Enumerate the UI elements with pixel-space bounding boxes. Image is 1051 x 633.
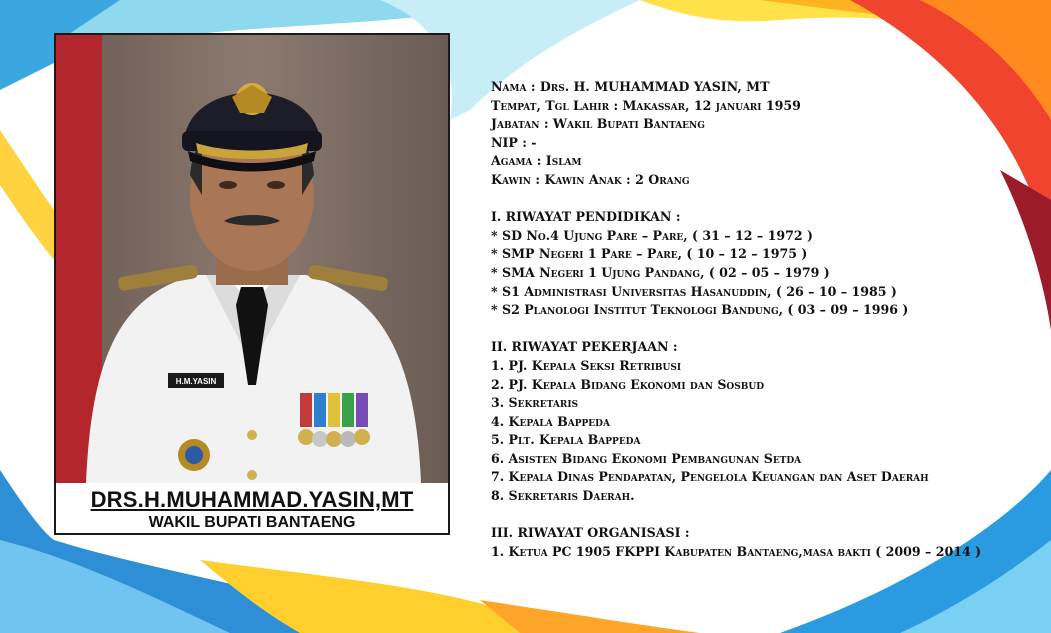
work-item: 2. PJ. Kepala Bidang Ekonomi dan Sosbud (491, 376, 765, 392)
profile-name: Nama : Drs. H. MUHAMMAD YASIN, MT (491, 79, 770, 94)
education-item: * S1 Administrasi Universitas Hasanuddin, ( 26 – 10 – 1985 ) (491, 283, 897, 299)
name-tag-text: H.M.YASIN (175, 377, 217, 386)
education-item: * SD No.4 Ujung Pare – Pare, ( 31 – 12 – 1972 ) (491, 227, 813, 243)
education-item: * SMA Negeri 1 Ujung Pandang, ( 02 – 05 – 1979 ) (491, 264, 830, 280)
work-item: 7. Kepala Dinas Pendapatan, Pengelola Keuangan dan Aset Daerah (491, 469, 929, 485)
work-item: 8. Sekretaris Daerah. (491, 488, 635, 504)
profile-nip: NIP : - (491, 134, 537, 150)
education-item: * SMP Negeri 1 Pare – Pare, ( 10 – 12 – 1975 ) (491, 246, 808, 262)
profile-birth: Tempat, Tgl Lahir : Makassar, 12 januari 1959 (491, 97, 801, 113)
education-title: I. RIWAYAT PENDIDIKAN : (491, 209, 681, 225)
work-title: II. RIWAYAT PEKERJAAN : (491, 339, 678, 355)
portrait-caption (56, 483, 448, 533)
profile-position: Jabatan : Wakil Bupati Bantaeng (491, 116, 705, 132)
work-item: 1. PJ. Kepala Seksi Retribusi (491, 357, 682, 373)
organization-title: III. RIWAYAT ORGANISASI : (491, 525, 690, 541)
caption-role: WAKIL BUPATI BANTAENG (148, 514, 356, 531)
biography-text (491, 78, 1041, 561)
education-item: * S2 Planologi Institut Teknologi Bandung, ( 03 – 09 – 1996 ) (491, 302, 909, 318)
work-item: 4. Kepala Bappeda (491, 413, 610, 429)
organization-item: 1. Ketua PC 1905 FKPPI Kabupaten Bantaeng,masa bakti ( 2009 – 2014 ) (491, 543, 982, 559)
profile-religion: Agama : Islam (491, 153, 582, 169)
work-item: 6. Asisten Bidang Ekonomi Pembangunan Setda (491, 450, 802, 466)
work-item: 5. Plt. Kepala Bappeda (491, 432, 641, 448)
portrait-illustration (56, 35, 448, 533)
portrait-photo-frame (54, 33, 450, 535)
caption-name: DRS.H.MUHAMMAD.YASIN,MT (90, 487, 414, 512)
work-item: 3. Sekretaris (491, 395, 579, 411)
profile-marital: Kawin : Kawin Anak : 2 Orang (491, 171, 690, 187)
